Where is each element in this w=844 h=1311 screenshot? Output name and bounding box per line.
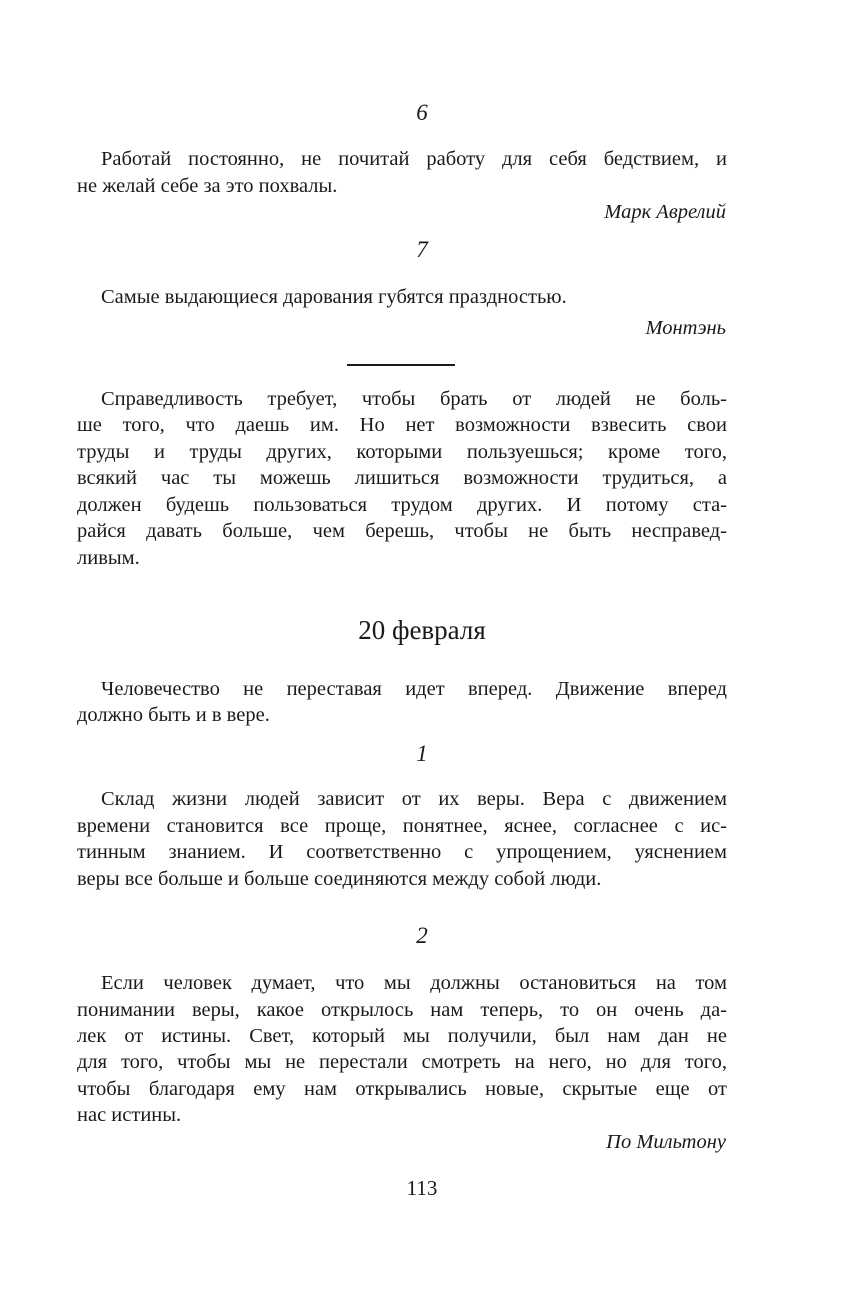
paragraph-line: нас истины.: [77, 1104, 182, 1126]
paragraph-line: не желай себе за это похвалы.: [77, 175, 338, 197]
paragraph-line: Справедливость требует, чтобы брать от людей не боль-: [101, 388, 727, 410]
paragraph-line: Работай постоянно, не почитай работу для себя бедствием, и: [101, 148, 727, 170]
paragraph-line: времени становится все проще, понятнее, яснее, согласнее с ис-: [77, 815, 727, 837]
section-number-1: 1: [416, 741, 428, 766]
section-number-7: 7: [416, 237, 428, 262]
section-number-2: 2: [416, 923, 428, 948]
paragraph-line: должен будешь пользоваться трудом других. И потому ста-: [77, 494, 727, 516]
paragraph-line: чтобы благодаря ему нам открывались новые, скрытые еще от: [77, 1078, 727, 1100]
paragraph-line: всякий час ты можешь лишиться возможности трудиться, а: [77, 467, 727, 489]
date-heading: 20 февраля: [358, 615, 486, 645]
section-number-6: 6: [416, 100, 428, 125]
paragraph-line: ливым.: [77, 547, 140, 569]
paragraph-line: должно быть и в вере.: [77, 704, 270, 726]
paragraph-line: Человечество не переставая идет вперед. Движение вперед: [101, 678, 727, 700]
paragraph-line: тинным знанием. И соответственно с упрощением, уяснением: [77, 841, 727, 863]
quote-author: Монтэнь: [645, 317, 726, 339]
section-divider: [347, 364, 455, 366]
paragraph-line: Склад жизни людей зависит от их веры. Вера с движением: [101, 788, 727, 810]
paragraph-line: для того, чтобы мы не перестали смотреть на него, но для того,: [77, 1051, 727, 1073]
paragraph-line: веры все больше и больше соединяются между собой люди.: [77, 868, 602, 890]
quote-author: По Мильтону: [606, 1131, 726, 1153]
quote-author: Марк Аврелий: [604, 201, 726, 223]
paragraph-line: ше того, что даешь им. Но нет возможности взвесить свои: [77, 414, 727, 436]
paragraph-line: Самые выдающиеся дарования губятся праздностью.: [101, 286, 567, 308]
paragraph-line: Если человек думает, что мы должны остановиться на том: [101, 972, 727, 994]
paragraph-line: понимании веры, какое открылось нам теперь, то он очень да-: [77, 999, 727, 1021]
paragraph-line: райся давать больше, чем берешь, чтобы не быть несправед-: [77, 520, 727, 542]
paragraph-line: труды и труды других, которыми пользуешься; кроме того,: [77, 441, 727, 463]
paragraph-line: лек от истины. Свет, который мы получили, был нам дан не: [77, 1025, 727, 1047]
page-number: 113: [406, 1176, 438, 1200]
